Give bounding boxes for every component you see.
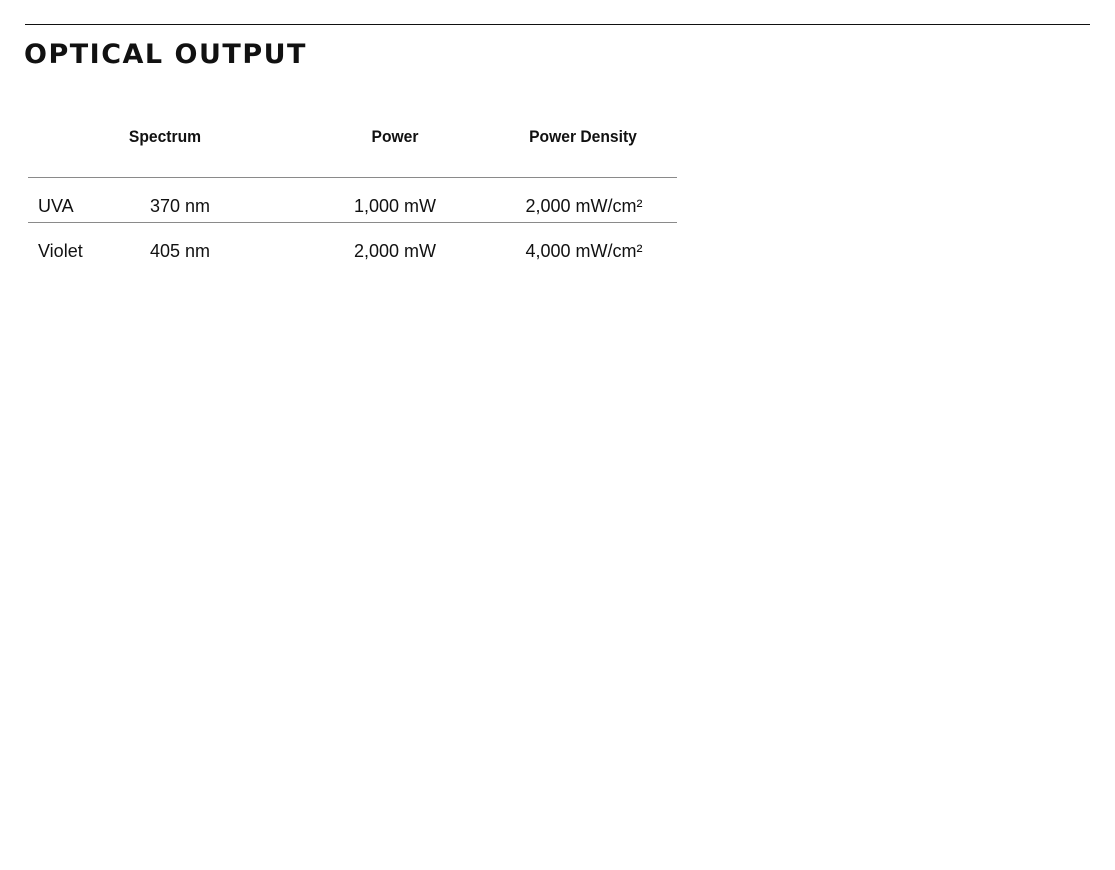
header-spectrum: Spectrum [128, 127, 202, 146]
row-power: 1,000 mW [353, 196, 437, 216]
section-title: OPTICAL OUTPUT [24, 39, 307, 70]
row-wavelength: 405 nm [150, 241, 211, 261]
optical-output-table [28, 0, 678, 280]
header-power: Power [371, 127, 419, 146]
header-power-density: Power Density [529, 127, 637, 146]
header-divider [28, 177, 677, 178]
row-power: 2,000 mW [353, 241, 437, 261]
row-power-density: 2,000 mW/cm² [525, 196, 643, 216]
row-divider [28, 222, 677, 223]
row-power-density: 4,000 mW/cm² [525, 241, 643, 261]
row-spectrum-name: UVA [38, 196, 74, 216]
row-wavelength: 370 nm [150, 196, 211, 216]
row-spectrum-name: Violet [38, 241, 83, 261]
